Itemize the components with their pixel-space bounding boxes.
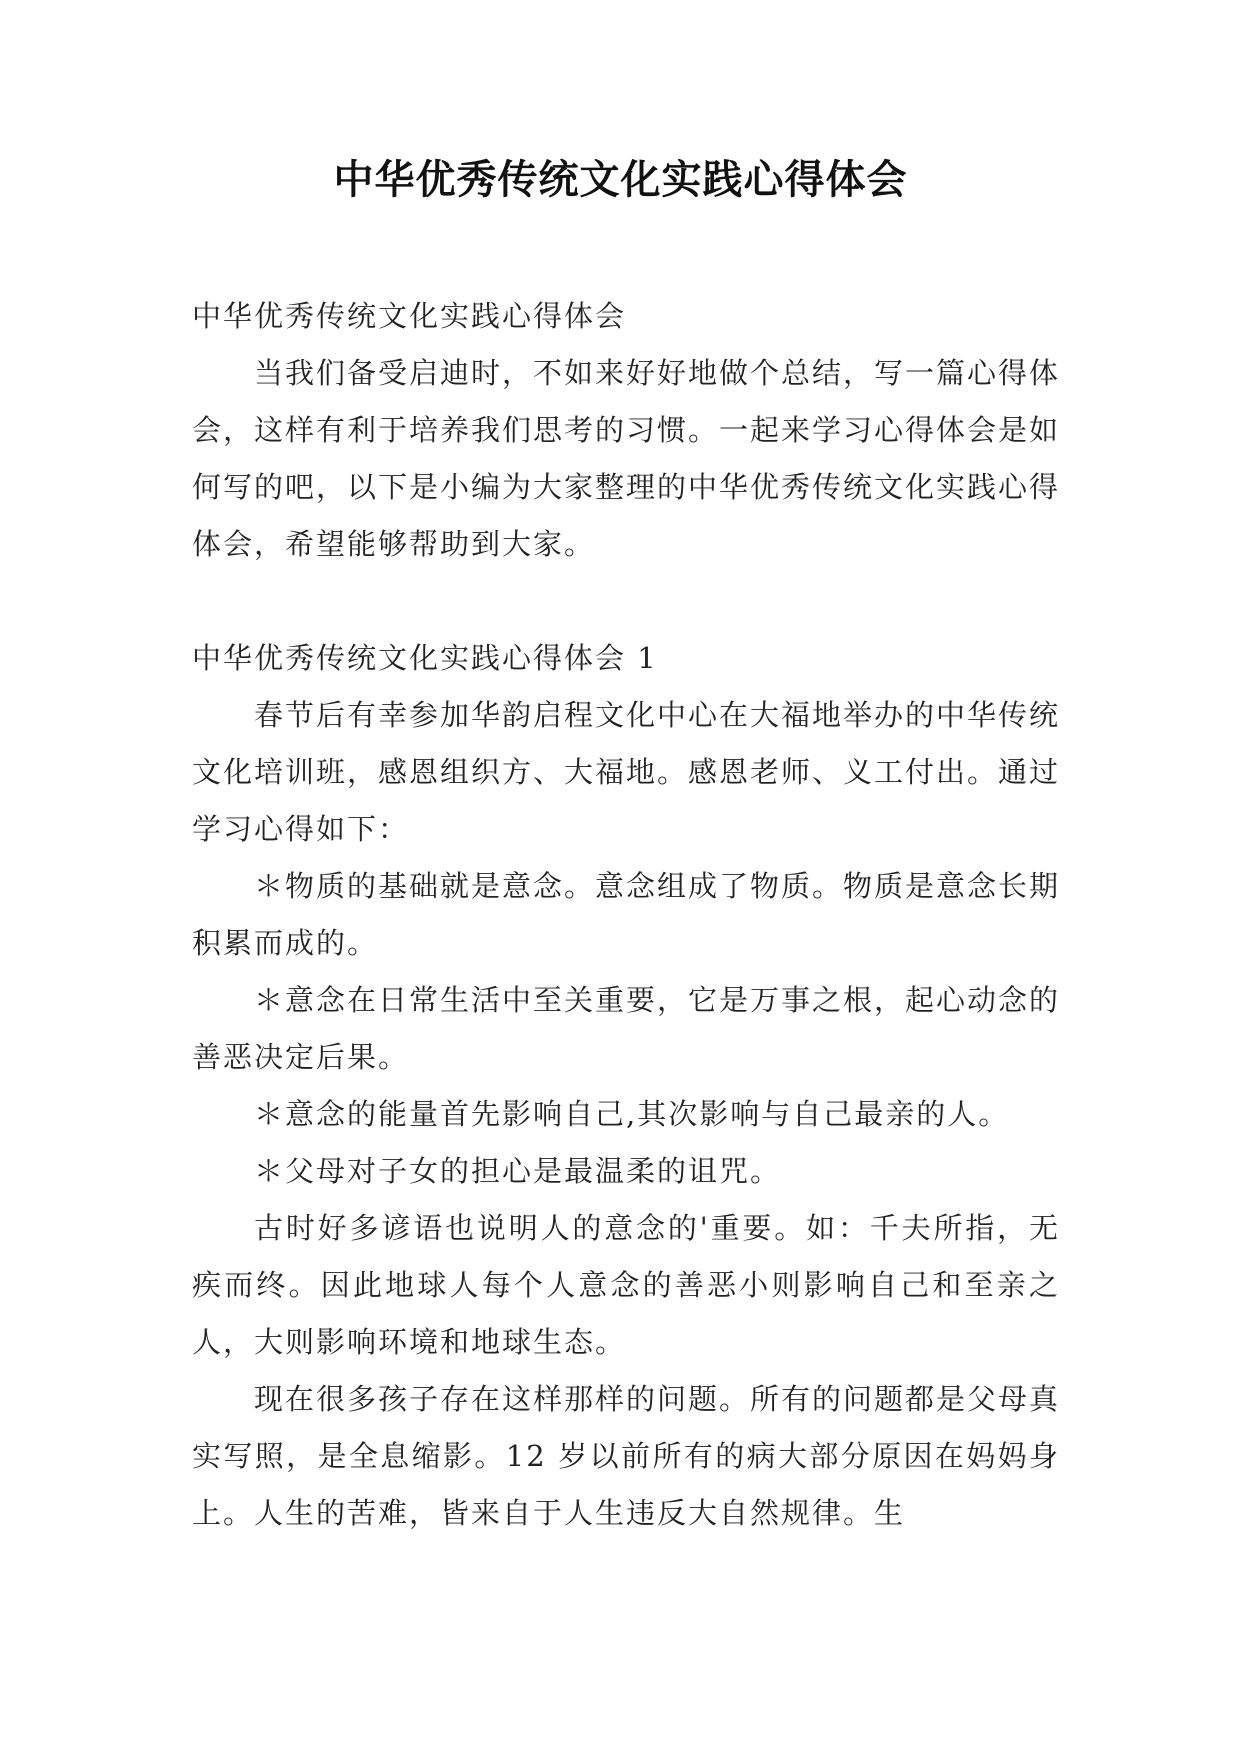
- intro-heading: 中华优秀传统文化实践心得体会: [192, 299, 627, 333]
- bullet-paragraph: ＊物质的基础就是意念。意念组成了物质。物质是意念长期积累而成的。: [192, 869, 1061, 960]
- section-heading: 中华优秀传统文化实践心得体会 1: [192, 641, 658, 675]
- bullet-paragraph: ＊意念的能量首先影响自己,其次影响与自己最亲的人。: [254, 1097, 1010, 1131]
- paragraph-spacer: [192, 573, 1060, 630]
- bullet-paragraph: ＊意念在日常生活中至关重要，它是万事之根，起心动念的善恶决定后果。: [192, 983, 1061, 1074]
- body-paragraph: 古时好多谚语也说明人的意念的'重要。如：千夫所指，无疾而终。因此地球人每个人意念的善恶小则影响自己和至亲之人，大则影响环境和地球生态。: [192, 1211, 1060, 1359]
- intro-paragraph: 当我们备受启迪时，不如来好好地做个总结，写一篇心得体会，这样有利于培养我们思考的习惯。一起来学习心得体会是如何写的吧，以下是小编为大家整理的中华优秀传统文化实践心得体会，希望能够帮助到大家。: [192, 356, 1061, 561]
- document-title: 中华优秀传统文化实践心得体会: [333, 157, 908, 203]
- document-body: [192, 288, 1060, 1542]
- body-paragraph: 春节后有幸参加华韵启程文化中心在大福地举办的中华传统文化培训班，感恩组织方、大福地。感恩老师、义工付出。通过学习心得如下：: [192, 698, 1061, 846]
- bullet-paragraph: ＊父母对子女的担心是最温柔的诅咒。: [254, 1154, 782, 1188]
- body-paragraph: 现在很多孩子存在这样那样的问题。所有的问题都是父母真实写照，是全息缩影。12 岁以前所有的病大部分原因在妈妈身上。人生的苦难，皆来自于人生违反大自然规律。生: [192, 1382, 1061, 1530]
